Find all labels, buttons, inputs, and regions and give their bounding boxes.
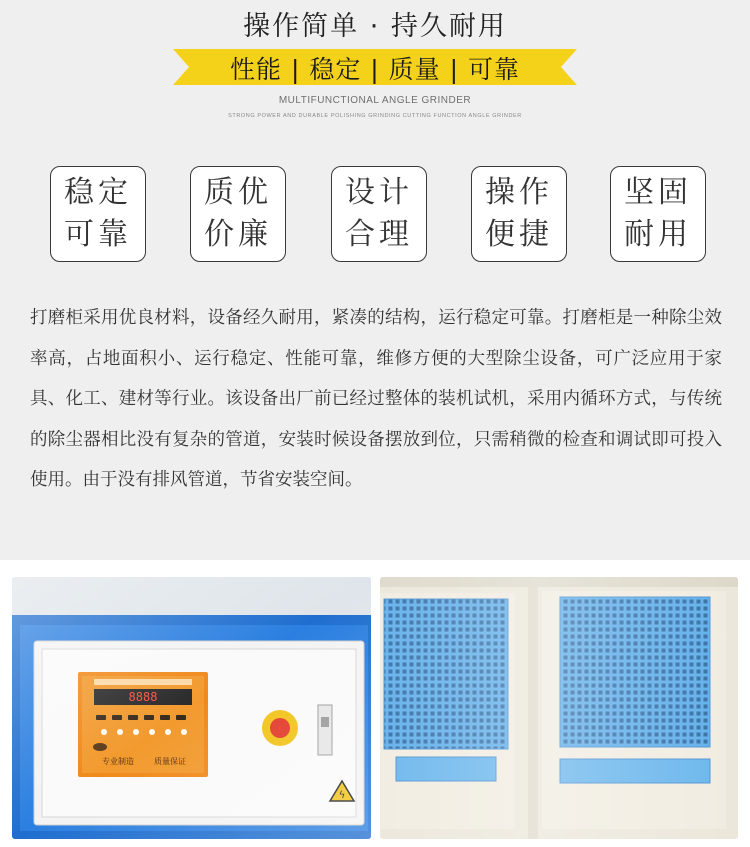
- feature-line1: 操作: [485, 175, 553, 210]
- description-paragraph: 打磨柜采用优良材料，设备经久耐用，紧凑的结构，运行稳定可靠。打磨柜是一种除尘效率高，占地面积小、运行稳定、性能可靠，维修方便的大型除尘设备，可广泛应用于家具、化工、建材等行业。该设备出厂前已经过整体的装机试机，采用内循环方式，与传统的除尘器相比没有复杂的管道，安装时候设备摆放到位，只需稍微的检查和调试即可投入使用。由于没有排风管道，节省安装空间。: [30, 308, 722, 490]
- feature-line2: 耐用: [624, 217, 692, 252]
- feature-line1: 设计: [345, 175, 413, 210]
- slogan-banner: [173, 47, 577, 87]
- feature-line2: 便捷: [485, 217, 553, 252]
- feature-line1: 质优: [204, 175, 272, 210]
- english-subtitle: MULTIFUNCTIONAL ANGLE GRINDER: [278, 95, 472, 106]
- feature-line2: 可靠: [64, 217, 132, 252]
- feature-box-quality: [190, 166, 286, 262]
- headline: 操作简单 · 持久耐用: [243, 11, 507, 42]
- feature-line2: 价廉: [204, 217, 272, 252]
- feature-box-durable: [610, 166, 706, 262]
- feature-line2: 合理: [345, 217, 413, 252]
- feature-line1: 稳定: [64, 175, 132, 210]
- feature-box-stable: [50, 166, 146, 262]
- feature-line1: 坚固: [624, 175, 692, 210]
- feature-box-design: [331, 166, 427, 262]
- cabinet-grille-photo: [380, 577, 738, 839]
- english-tagline: STRONG POWER AND DURABLE POLISHING GRINDING CUTTING FUNCTION ANGLE GRINDER: [228, 113, 522, 119]
- feature-box-operation: [471, 166, 567, 262]
- banner-text: 性能 | 稳定 | 质量 | 可靠: [230, 55, 520, 84]
- control-panel-photo: [12, 577, 371, 839]
